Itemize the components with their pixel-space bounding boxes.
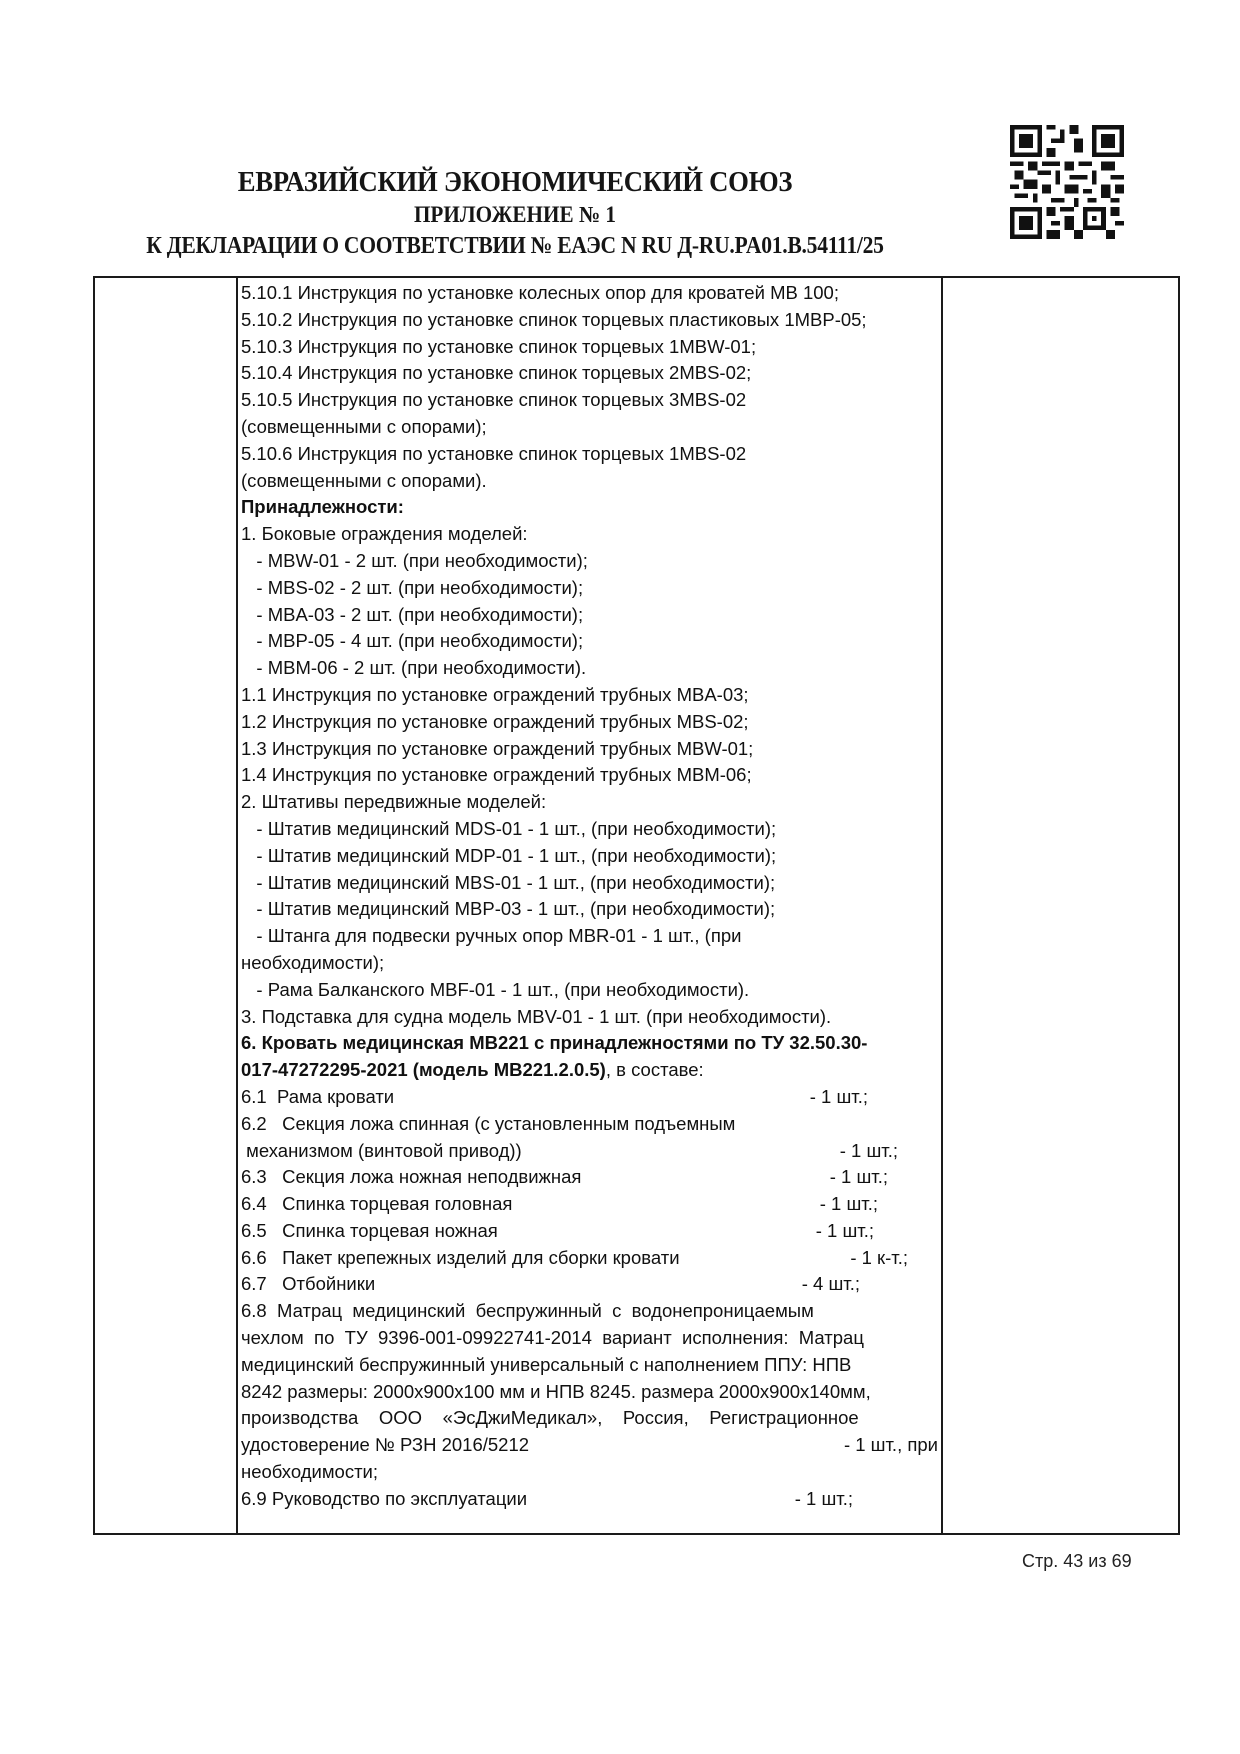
mattress-line: необходимости; xyxy=(241,1461,379,1483)
qr-code-icon xyxy=(1010,125,1124,239)
mattress-line: медицинский беспружинный универсальный с наполнением ППУ: НПВ xyxy=(241,1353,852,1375)
list-item: 3. Подставка для судна модель MBV-01 - 1 шт. (при необходимости). xyxy=(241,1005,832,1027)
list-item: - MBW-01 - 2 шт. (при необходимости); xyxy=(241,549,588,571)
section-6-title-line2 xyxy=(241,1057,938,1084)
list-item: 5.10.6 Инструкция по установке спинок торцевых 1MBS-02 xyxy=(241,442,747,464)
table-column-notes xyxy=(943,278,1178,1533)
item-qty: - 1 к-т.; xyxy=(850,1246,908,1268)
accessories-heading: Принадлежности: xyxy=(241,496,404,518)
item-label: 6.3 Секция ложа ножная неподвижная xyxy=(241,1166,582,1188)
mattress-line: чехлом по ТУ 9396-001-09922741-2014 вариант исполнения: Матрац xyxy=(241,1327,864,1349)
item-label: 6.7 Отбойники xyxy=(241,1273,376,1295)
item-label: механизмом (винтовой привод)) xyxy=(241,1139,522,1161)
item-qty: - 1 шт.; xyxy=(809,1085,868,1107)
section-6-spec: 017-47272295-2021 (модель MB221.2.0.5) xyxy=(241,1059,606,1081)
section-6-title-line1: 6. Кровать медицинская MB221 с принадлежностями по ТУ 32.50.30- xyxy=(241,1032,868,1054)
list-item: - MBP-05 - 4 шт. (при необходимости); xyxy=(241,630,584,652)
list-item: - Штанга для подвески ручных опор MBR-01 - 1 шт., (при xyxy=(241,925,742,947)
list-item: - Штатив медицинский MBS-01 - 1 шт., (при необходимости); xyxy=(241,871,776,893)
mattress-line: 8242 размеры: 2000x900x100 мм и НПВ 8245. размера 2000x900x140мм, xyxy=(241,1380,871,1402)
item-row xyxy=(241,1218,938,1245)
table-column-number xyxy=(95,278,238,1533)
item-row xyxy=(241,1138,938,1165)
item-row xyxy=(241,1191,938,1218)
table-column-description xyxy=(238,278,943,1533)
item-label: 6.1 Рама кровати xyxy=(241,1085,395,1107)
item-qty: - 1 шт.; xyxy=(815,1219,874,1241)
list-item: - Штатив медицинский MBP-03 - 1 шт., (при необходимости); xyxy=(241,898,776,920)
declaration-table xyxy=(93,276,1180,1535)
header-appendix-title: ПРИЛОЖЕНИЕ № 1 xyxy=(413,202,617,227)
list-item: 1.3 Инструкция по установке ограждений трубных MBW-01; xyxy=(241,737,754,759)
item-label: 6.9 Руководство по эксплуатации xyxy=(241,1487,528,1509)
item-label: 6.2 Секция ложа спинная (с установленным подъемным xyxy=(241,1112,736,1134)
list-item: 5.10.3 Инструкция по установке спинок торцевых 1MBW-01; xyxy=(241,335,757,357)
list-item: 5.10.2 Инструкция по установке спинок торцевых пластиковых 1MBP-05; xyxy=(241,308,867,330)
item-qty: - 4 шт.; xyxy=(801,1273,860,1295)
mattress-qty: - 1 шт., при xyxy=(843,1434,938,1456)
list-item: необходимости); xyxy=(241,951,385,973)
list-item: - MBM-06 - 2 шт. (при необходимости). xyxy=(241,657,587,679)
list-item: 2. Штативы передвижные моделей: xyxy=(241,791,547,813)
item-qty: - 1 шт.; xyxy=(829,1166,888,1188)
list-item: - Штатив медицинский MDP-01 - 1 шт., (при необходимости); xyxy=(241,844,777,866)
mattress-line: 6.8 Матрац медицинский беспружинный с водонепроницаемым xyxy=(241,1300,814,1322)
header-union-title: ЕВРАЗИЙСКИЙ ЭКОНОМИЧЕСКИЙ СОЮЗ xyxy=(237,166,793,198)
mattress-line: производства ООО «ЭсДжиМедикал», Россия, Регистрационное xyxy=(241,1407,859,1429)
section-6-suffix: , в составе: xyxy=(605,1059,704,1081)
item-qty: - 1 шт.; xyxy=(794,1487,853,1509)
list-item: - MBA-03 - 2 шт. (при необходимости); xyxy=(241,603,584,625)
list-item: (совмещенными с опорами); xyxy=(241,415,487,437)
list-item: - MBS-02 - 2 шт. (при необходимости); xyxy=(241,576,584,598)
item-label: 6.4 Спинка торцевая головная xyxy=(241,1193,513,1215)
item-row xyxy=(241,1486,938,1513)
list-item: 5.10.5 Инструкция по установке спинок торцевых 3MBS-02 xyxy=(241,389,747,411)
list-item: 1.1 Инструкция по установке ограждений трубных MBA-03; xyxy=(241,683,749,705)
page-number: Стр. 43 из 69 xyxy=(1022,1551,1132,1571)
list-item: - Рама Балканского MBF-01 - 1 шт., (при необходимости). xyxy=(241,978,750,1000)
item-label: 6.5 Спинка торцевая ножная xyxy=(241,1219,498,1241)
item-qty: - 1 шт.; xyxy=(839,1139,898,1161)
document-header xyxy=(0,165,1030,262)
list-item: 1.4 Инструкция по установке ограждений трубных MBM-06; xyxy=(241,764,752,786)
list-item: 5.10.4 Инструкция по установке спинок торцевых 2MBS-02; xyxy=(241,362,752,384)
item-qty: - 1 шт.; xyxy=(819,1193,878,1215)
item-label: 6.6 Пакет крепежных изделий для сборки кровати xyxy=(241,1246,680,1268)
item-row xyxy=(241,1271,938,1298)
list-item: - Штатив медицинский MDS-01 - 1 шт., (при необходимости); xyxy=(241,817,777,839)
item-row xyxy=(241,1164,938,1191)
mattress-registration: удостоверение № РЗН 2016/5212 xyxy=(241,1434,530,1456)
list-item: 5.10.1 Инструкция по установке колесных опор для кроватей MB 100; xyxy=(241,282,839,303)
item-row xyxy=(241,1084,938,1111)
mattress-registration-row xyxy=(241,1432,938,1459)
list-item: 1.2 Инструкция по установке ограждений трубных MBS-02; xyxy=(241,710,749,732)
list-item: (совмещенными с опорами). xyxy=(241,469,487,491)
list-item: 1. Боковые ограждения моделей: xyxy=(241,523,528,545)
item-row xyxy=(241,1245,938,1272)
header-declaration-number: К ДЕКЛАРАЦИИ О СООТВЕТСТВИИ № ЕАЭС N RU Д-RU.PA01.B.54111/25 xyxy=(146,233,884,259)
item-row xyxy=(241,1111,938,1138)
